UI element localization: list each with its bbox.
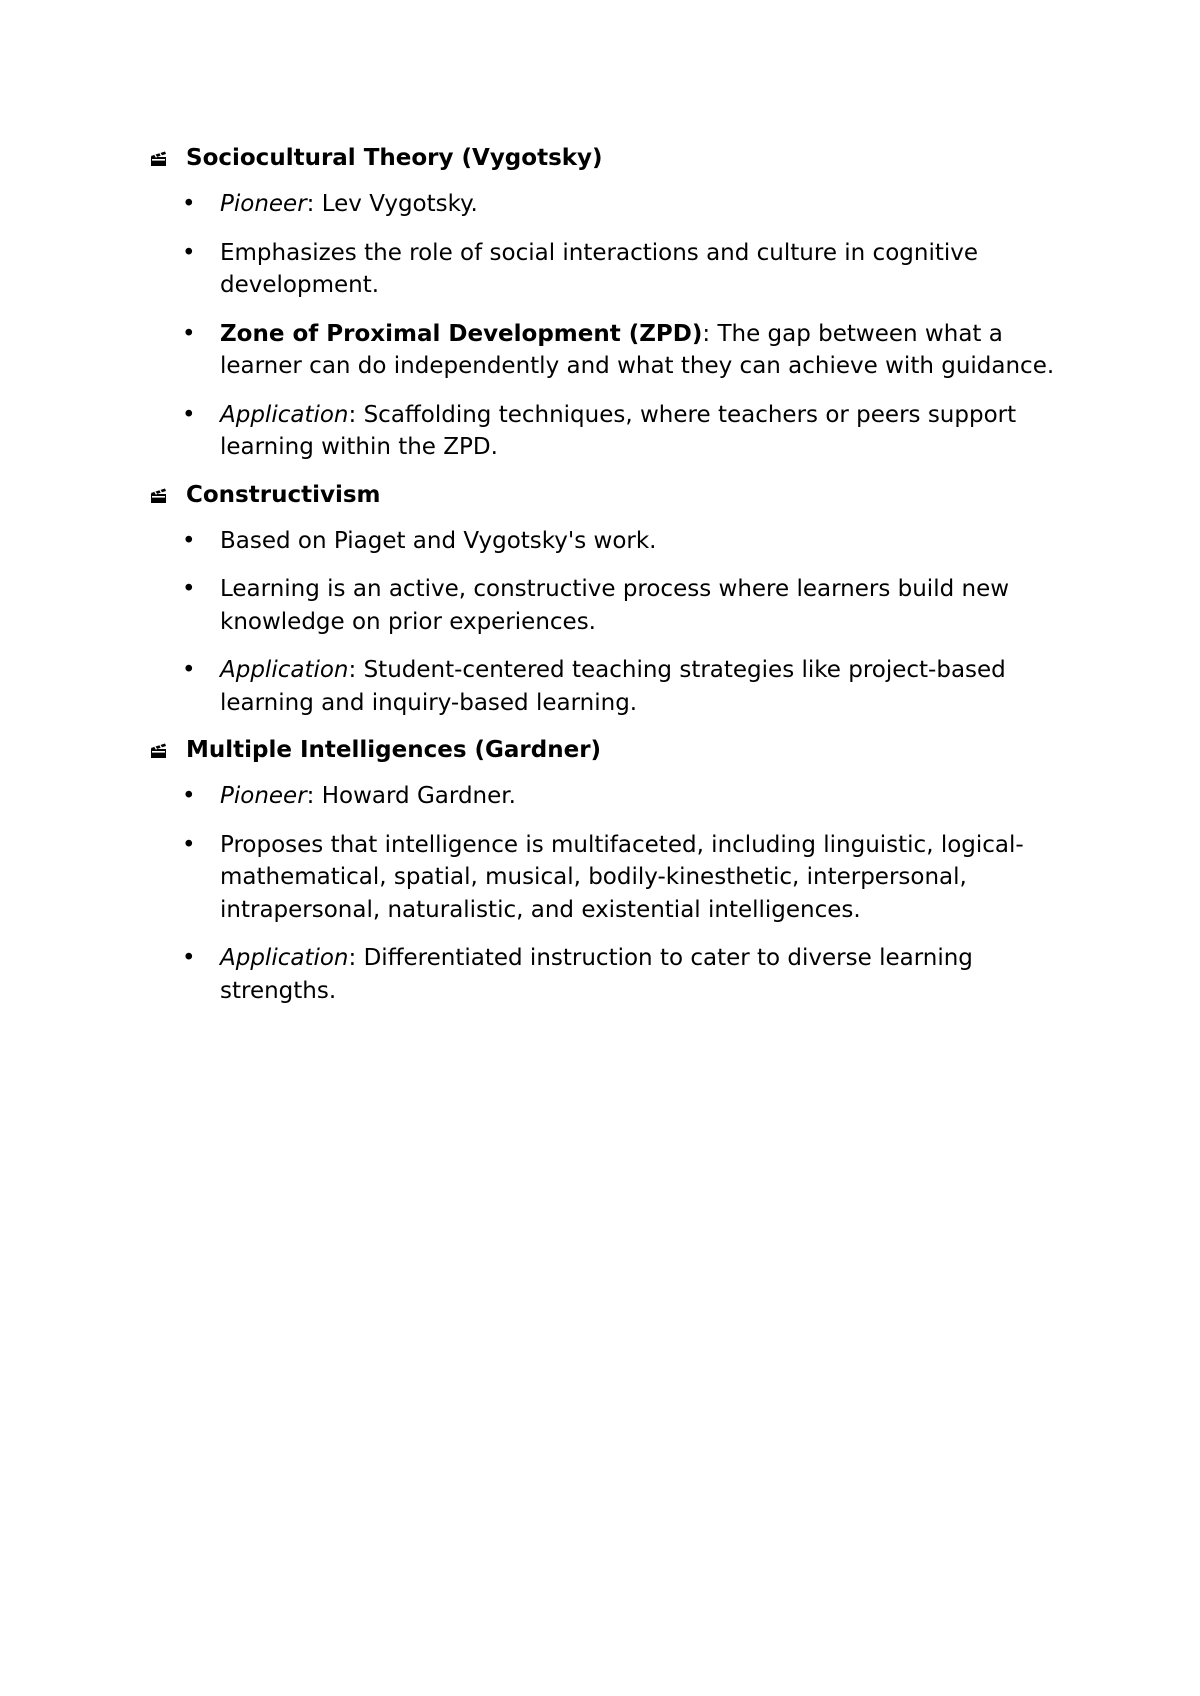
item-separator: : — [348, 945, 364, 971]
item-lead: Zone of Proximal Development (ZPD) — [220, 320, 703, 347]
bullet-icon: • — [182, 657, 196, 683]
bullet-icon: • — [182, 527, 196, 554]
bullet-icon: • — [182, 191, 196, 217]
item-text: Lev Vygotsky. — [321, 191, 478, 217]
bullet-icon: • — [182, 831, 196, 858]
item-text: The gap between what a learner can do independently and what they can achieve with guidance. — [220, 320, 1055, 379]
clapperboard-icon — [150, 149, 168, 167]
item-text: Howard Gardner. — [321, 783, 516, 809]
list-item — [150, 237, 1080, 302]
section-heading — [150, 479, 1080, 511]
item-lead: Pioneer — [220, 783, 307, 809]
list-item — [150, 188, 1080, 221]
list-item — [150, 573, 1080, 638]
item-text: Based on Piaget and Vygotsky's work. — [220, 527, 657, 554]
bullet-list — [150, 188, 1080, 464]
section-multiple-intelligences — [150, 734, 1080, 1007]
clapperboard-icon — [150, 486, 168, 504]
list-item — [150, 525, 1080, 558]
list-item — [150, 399, 1080, 464]
bullet-icon: • — [182, 945, 196, 971]
bullet-list — [150, 780, 1080, 1007]
list-item — [150, 829, 1080, 927]
item-separator: : — [306, 191, 322, 217]
bullet-icon: • — [182, 401, 196, 428]
section-title: Multiple Intelligences (Gardner) — [186, 737, 602, 763]
item-text: Learning is an active, constructive process where learners build new knowledge on prior experiences. — [220, 576, 1010, 635]
item-separator: : — [702, 320, 718, 347]
bullet-icon: • — [182, 783, 196, 809]
bullet-list — [150, 525, 1080, 720]
item-lead: Application — [220, 657, 349, 683]
list-item — [150, 780, 1080, 813]
section-sociocultural-theory — [150, 142, 1080, 464]
section-title: Sociocultural Theory (Vygotsky) — [186, 145, 603, 171]
item-text: Emphasizes the role of social interactions and culture in cognitive development. — [220, 239, 979, 298]
item-separator: : — [348, 401, 364, 428]
section-heading — [150, 142, 1080, 174]
item-separator: : — [306, 783, 322, 809]
section-heading — [150, 734, 1080, 766]
bullet-icon: • — [182, 320, 196, 347]
list-item — [150, 942, 1080, 1007]
clapperboard-icon — [150, 741, 168, 759]
list-item — [150, 654, 1080, 719]
item-text: Proposes that intelligence is multifaceted, including linguistic, logical-mathematical, spatial, musical, bodily-kinesthetic, interpersonal, intrapersonal, naturalistic, and existential intelligences. — [220, 831, 1024, 923]
bullet-icon: • — [182, 576, 196, 602]
item-separator: : — [348, 657, 364, 683]
item-lead: Pioneer — [220, 191, 307, 217]
section-title: Constructivism — [186, 481, 381, 508]
item-text: Scaffolding techniques, where teachers or peers support learning within the ZPD. — [220, 401, 1017, 460]
item-lead: Application — [220, 945, 349, 971]
section-constructivism — [150, 479, 1080, 720]
list-item — [150, 318, 1080, 383]
item-text: Differentiated instruction to cater to diverse learning strengths. — [220, 945, 973, 1004]
bullet-icon: • — [182, 239, 196, 266]
item-lead: Application — [220, 401, 349, 428]
item-text: Student-centered teaching strategies like project-based learning and inquiry-based learning. — [220, 657, 1006, 716]
